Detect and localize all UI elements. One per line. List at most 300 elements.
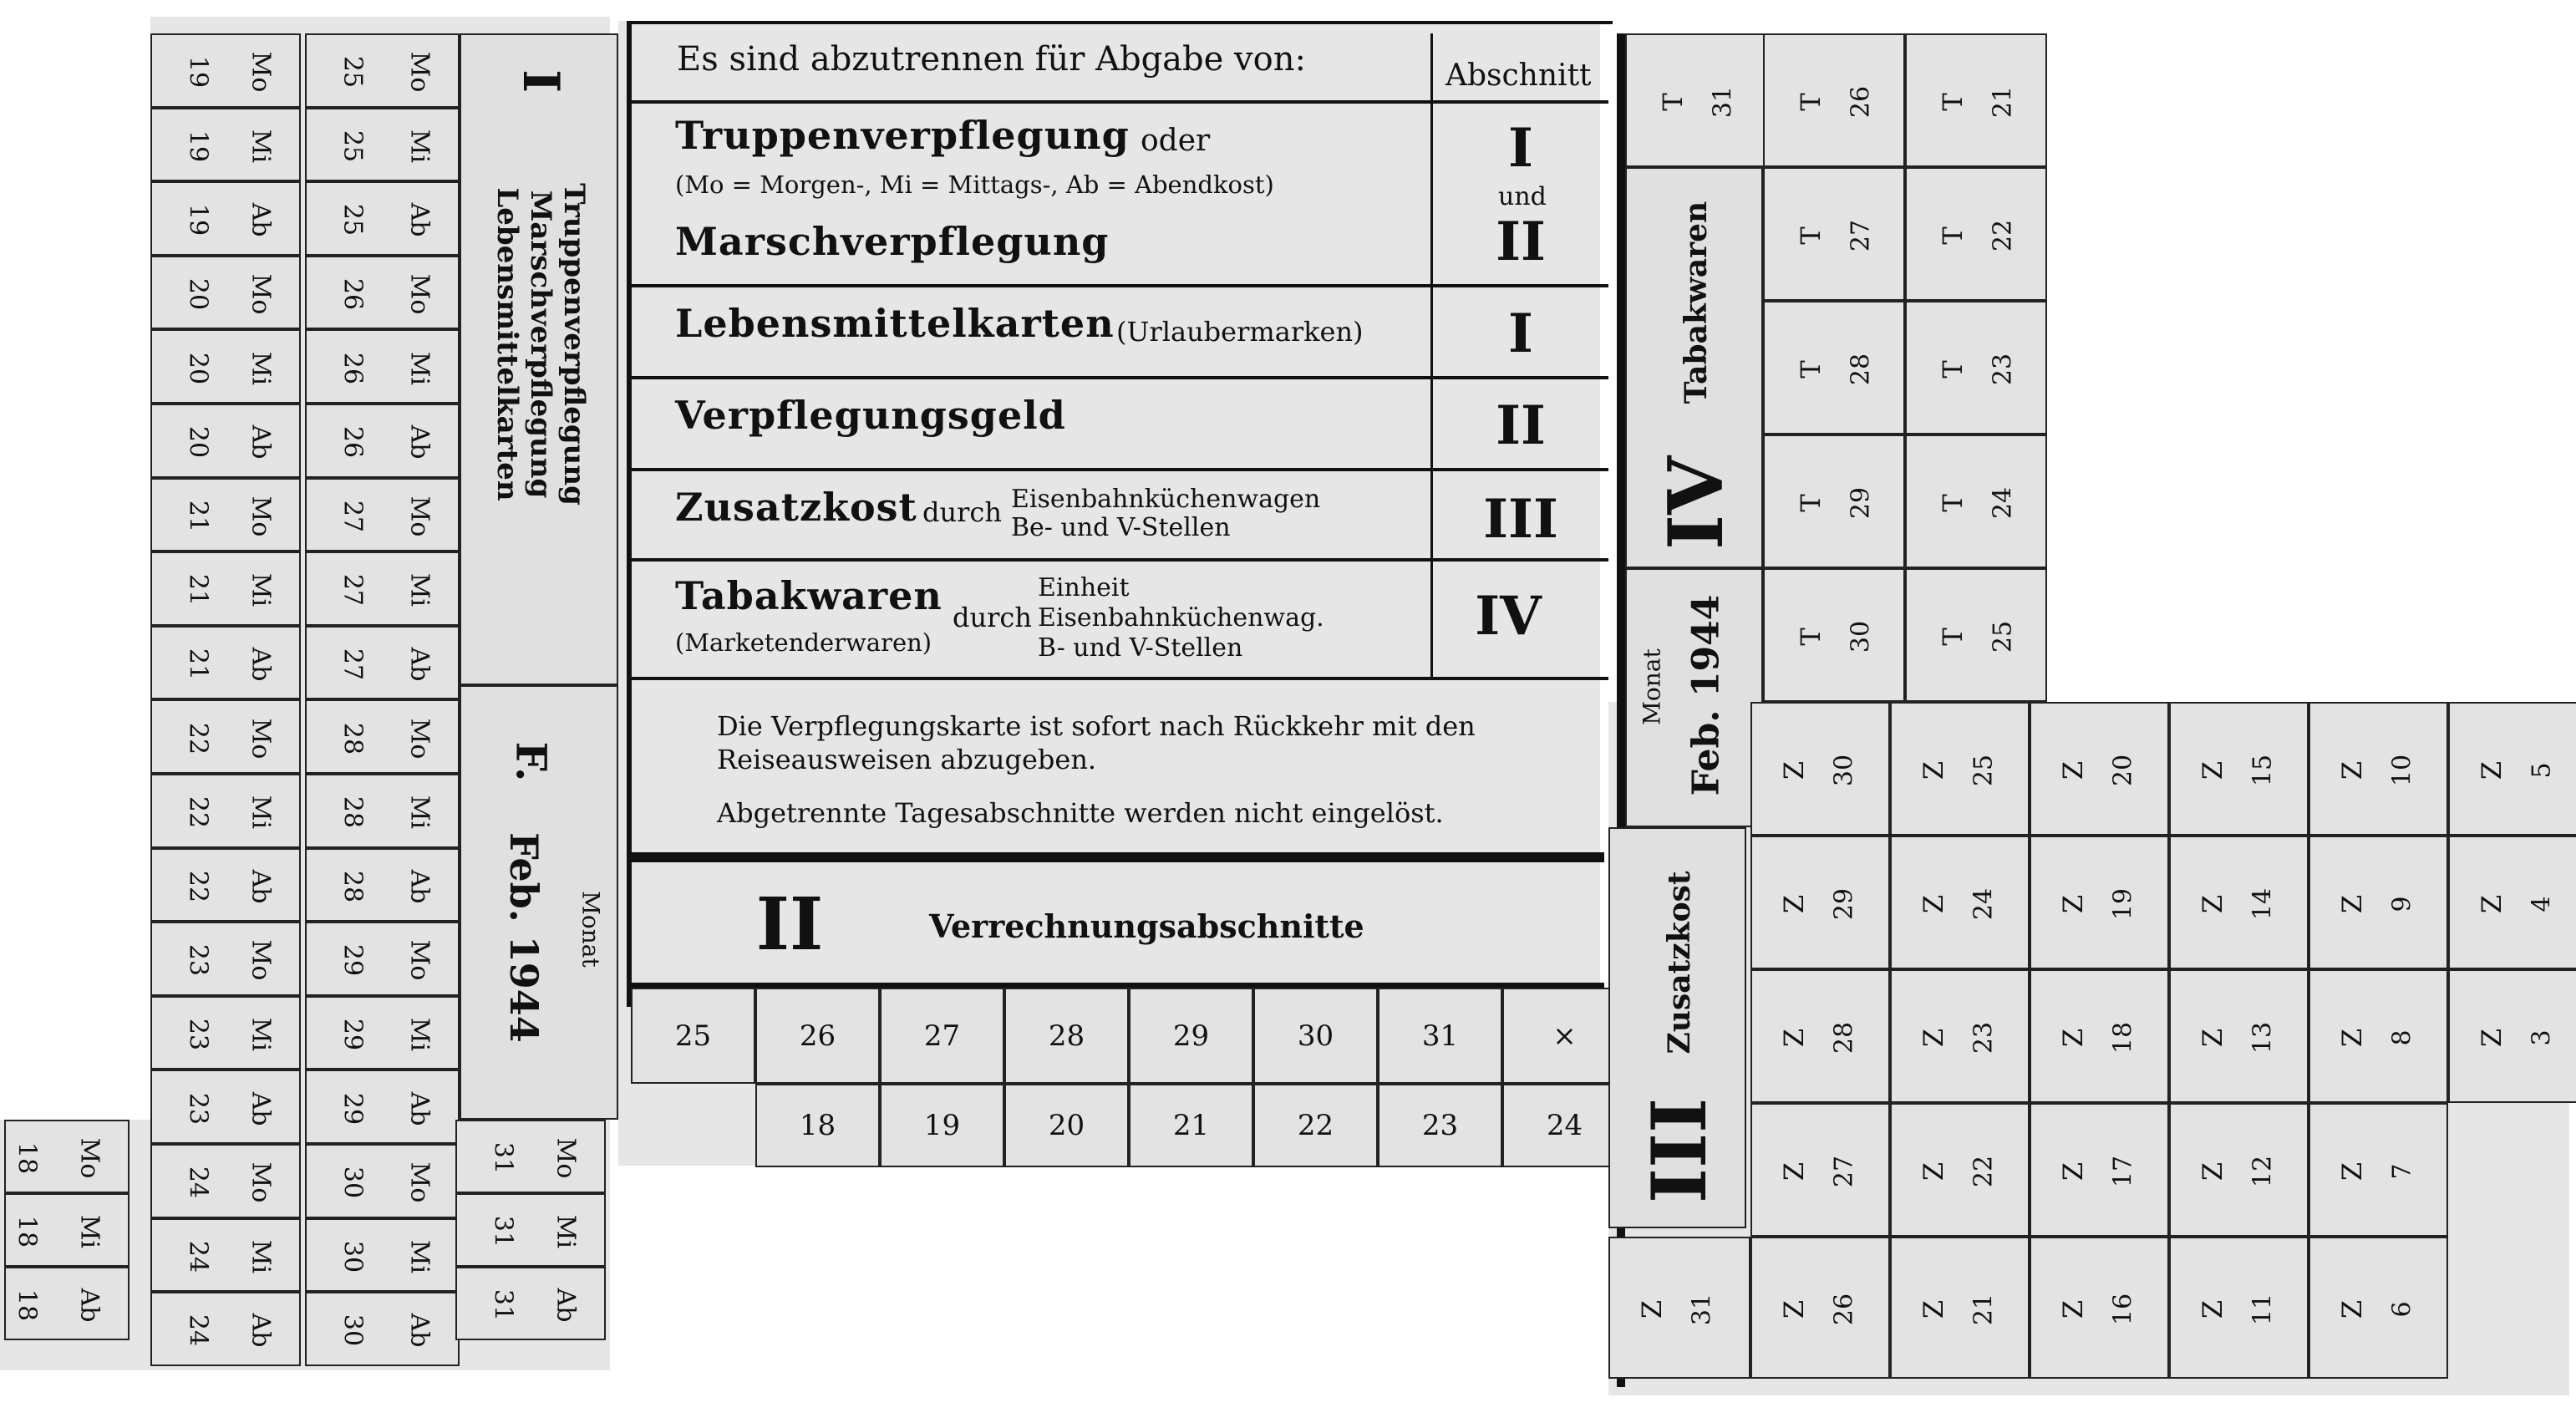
meal-stub-meal: Ab xyxy=(404,1091,434,1126)
zusatz-coupon[interactable] xyxy=(1890,1237,2030,1379)
meal-stub-meal: Ab xyxy=(404,869,434,904)
zusatz-coupon-letter: Z xyxy=(2476,760,2507,780)
section-1-month-value: Feb. 1944 xyxy=(501,832,546,1043)
zusatz-coupon-letter: Z xyxy=(1778,1028,1810,1048)
meal-stub-meal: Mi xyxy=(246,1017,276,1052)
row-5-sub-line-2: Eisenbahnküchenwag. xyxy=(1038,603,1324,633)
section-1-label-line: Lebensmittelkarten xyxy=(490,187,524,501)
zusatz-coupon-letter: Z xyxy=(1918,760,1949,780)
zusatz-coupon-letter: Z xyxy=(2197,1028,2228,1048)
zusatz-coupon[interactable] xyxy=(2169,702,2309,836)
zusatz-coupon-letter: Z xyxy=(2057,760,2089,780)
meal-stub-meal: Mi xyxy=(404,129,434,164)
section-1-roman: I xyxy=(511,69,570,94)
meal-stub[interactable] xyxy=(305,1292,460,1366)
verrechnung-stub[interactable] xyxy=(631,988,755,1084)
zusatz-coupon-day: 31 xyxy=(1687,1293,1717,1326)
meal-stub-day: 20 xyxy=(183,278,213,311)
meal-stub-day: 18 xyxy=(12,1215,42,1248)
meal-stub-meal: Ab xyxy=(404,1314,434,1348)
notice-line-3: Abgetrennte Tagesabschnitte werden nicht eingelöst. xyxy=(717,797,1444,829)
zusatz-coupon-day: 21 xyxy=(1969,1293,1999,1326)
meal-stub-day: 19 xyxy=(183,204,213,236)
verrechnung-stub[interactable] xyxy=(755,1084,880,1167)
main-card-top-border xyxy=(627,21,1613,24)
meal-stub[interactable] xyxy=(305,478,460,552)
zusatz-coupon[interactable] xyxy=(2448,702,2576,836)
meal-stub-day: 28 xyxy=(338,796,368,829)
zusatz-coupon[interactable] xyxy=(2309,836,2448,969)
meal-stub-day: 22 xyxy=(183,722,213,755)
row-5-durch: durch xyxy=(953,602,1032,633)
section-1-label-column xyxy=(460,33,618,685)
tabak-coupon-day: 31 xyxy=(1708,85,1738,119)
meal-stub[interactable] xyxy=(150,774,301,848)
meal-stub-day: 27 xyxy=(338,648,368,681)
zusatz-coupon[interactable] xyxy=(2169,1103,2309,1237)
meal-stub-meal: Mi xyxy=(404,573,434,607)
meal-stub-day: 25 xyxy=(338,204,368,236)
tabak-coupon-letter: T xyxy=(1795,360,1827,379)
meal-stub[interactable] xyxy=(305,329,460,404)
zusatz-coupon-day: 7 xyxy=(2387,1163,2417,1180)
zusatz-coupon-letter: Z xyxy=(1778,1161,1810,1182)
row-1-roman-2: II xyxy=(1496,211,1546,273)
meal-stub-meal: Ab xyxy=(246,203,276,237)
zusatz-coupon-day: 11 xyxy=(2248,1293,2278,1326)
meal-stub[interactable] xyxy=(455,1193,606,1267)
meal-stub-meal: Mo xyxy=(551,1137,581,1179)
meal-stub-day: 22 xyxy=(183,796,213,829)
row-divider xyxy=(631,100,1608,104)
tabak-coupon-letter: T xyxy=(1937,360,1969,379)
section-2-divider xyxy=(631,852,1604,862)
row-4-roman: III xyxy=(1483,488,1558,551)
zusatz-coupon[interactable] xyxy=(1750,969,1890,1103)
meal-stub[interactable] xyxy=(150,996,301,1070)
zusatz-coupon-day: 30 xyxy=(1829,754,1859,787)
zusatz-coupon-day: 9 xyxy=(2387,896,2417,912)
zusatz-coupon[interactable] xyxy=(2309,1103,2448,1237)
meal-stub-meal: Mo xyxy=(404,51,434,93)
meal-stub[interactable] xyxy=(150,1218,301,1293)
instruction-header: Es sind abzutrennen für Abgabe von: xyxy=(677,40,1306,79)
zusatz-coupon-letter: Z xyxy=(2197,1299,2228,1319)
zusatz-coupon-letter: Z xyxy=(2057,1161,2089,1182)
meal-stub-day: 30 xyxy=(338,1314,368,1347)
zusatz-coupon-letter: Z xyxy=(2197,1161,2228,1182)
zusatz-coupon-letter: Z xyxy=(2336,760,2368,780)
zusatz-coupon[interactable] xyxy=(1750,1103,1890,1237)
zusatz-coupon-letter: Z xyxy=(2336,894,2368,914)
verrechnung-day: 25 xyxy=(674,1019,712,1053)
tabak-coupon[interactable] xyxy=(1905,33,2047,167)
verrechnung-stub[interactable] xyxy=(1378,988,1502,1084)
verrechnung-stub[interactable] xyxy=(880,988,1004,1084)
zusatz-coupon-letter: Z xyxy=(1636,1299,1668,1319)
meal-stub[interactable] xyxy=(305,848,460,922)
row-1-subtitle: (Mo = Morgen-, Mi = Mittags-, Ab = Abendkost) xyxy=(675,170,1274,199)
meal-stub-meal: Mi xyxy=(551,1214,581,1249)
meal-stub-meal: Mi xyxy=(404,351,434,385)
tabak-coupon-day: 29 xyxy=(1846,486,1876,520)
zusatz-coupon-day: 20 xyxy=(2108,754,2138,787)
verrechnung-day: 20 xyxy=(1048,1109,1085,1142)
zusatz-coupon[interactable] xyxy=(2309,702,2448,836)
meal-stub[interactable] xyxy=(150,626,301,700)
meal-stub-meal: Mo xyxy=(404,1161,434,1203)
verrechnung-stub[interactable] xyxy=(755,988,880,1084)
meal-stub-day: 24 xyxy=(183,1314,213,1347)
meal-stub-day: 21 xyxy=(183,574,213,607)
abschnitt-header: Abschnitt xyxy=(1446,58,1592,93)
meal-stub[interactable] xyxy=(305,551,460,626)
verrechnung-day: 26 xyxy=(799,1019,836,1053)
tabak-coupon-letter: T xyxy=(1937,494,1969,512)
verrechnung-stub[interactable] xyxy=(1378,1084,1502,1167)
meal-stub-meal: Mi xyxy=(246,795,276,830)
meal-stub[interactable] xyxy=(305,33,460,108)
zusatz-coupon[interactable] xyxy=(1750,702,1890,836)
meal-stub-meal: Mi xyxy=(246,351,276,385)
verrechnung-stub[interactable] xyxy=(1253,1084,1378,1167)
verrechnung-stub[interactable] xyxy=(1253,988,1378,1084)
zusatz-coupon-day: 17 xyxy=(2108,1155,2138,1188)
zusatz-coupon[interactable] xyxy=(2030,836,2169,969)
meal-stub-day: 31 xyxy=(488,1141,518,1175)
meal-stub-meal: Mo xyxy=(246,940,276,981)
section-2-roman: II xyxy=(755,882,824,967)
tabak-coupon[interactable] xyxy=(1763,434,1905,568)
meal-stub-meal: Ab xyxy=(404,647,434,682)
meal-stub[interactable] xyxy=(305,1144,460,1218)
row-5-roman: IV xyxy=(1475,585,1542,648)
meal-stub[interactable] xyxy=(150,181,301,256)
meal-stub-meal: Mo xyxy=(246,495,276,537)
meal-stub-day: 21 xyxy=(183,500,213,532)
meal-stub[interactable] xyxy=(305,181,460,256)
verrechnung-day: 31 xyxy=(1421,1019,1459,1053)
meal-stub[interactable] xyxy=(305,256,460,330)
zusatz-coupon[interactable] xyxy=(2030,969,2169,1103)
meal-stub-meal: Mi xyxy=(74,1214,104,1249)
section-1-monat-label: Monat xyxy=(577,891,605,968)
zusatz-coupon[interactable] xyxy=(2169,836,2309,969)
row-divider xyxy=(631,468,1608,471)
meal-stub-day: 29 xyxy=(338,944,368,977)
meal-stub-meal: Mi xyxy=(404,1239,434,1274)
meal-stub-meal: Ab xyxy=(246,647,276,682)
meal-stub-day: 28 xyxy=(338,870,368,902)
zusatz-coupon-letter: Z xyxy=(1918,1299,1949,1319)
meal-stub[interactable] xyxy=(150,699,301,774)
zusatz-coupon-day: 24 xyxy=(1969,887,1999,921)
meal-stub[interactable] xyxy=(150,848,301,922)
zusatz-coupon[interactable] xyxy=(2030,1237,2169,1379)
verrechnung-cross: × xyxy=(1552,1019,1577,1053)
row-4-durch: durch xyxy=(922,496,1002,528)
tabak-coupon-letter: T xyxy=(1657,93,1689,111)
meal-stub[interactable] xyxy=(150,256,301,330)
meal-stub[interactable] xyxy=(4,1267,130,1340)
section-1-label xyxy=(461,177,620,511)
meal-stub-day: 26 xyxy=(338,278,368,311)
zusatz-coupon[interactable] xyxy=(2169,969,2309,1103)
meal-stub[interactable] xyxy=(150,404,301,478)
section-4-monat-label: Monat xyxy=(1638,648,1666,725)
meal-stub-meal: Ab xyxy=(551,1288,581,1323)
zusatz-coupon[interactable] xyxy=(1890,836,2030,969)
zusatz-coupon[interactable] xyxy=(1750,1237,1890,1379)
zusatz-coupon[interactable] xyxy=(2169,1237,2309,1379)
meal-stub[interactable] xyxy=(150,1292,301,1366)
zusatz-coupon-day: 27 xyxy=(1829,1155,1859,1188)
zusatz-coupon-day: 15 xyxy=(2248,754,2278,787)
meal-stub-day: 31 xyxy=(488,1288,518,1322)
meal-stub[interactable] xyxy=(150,33,301,108)
meal-stub-day: 29 xyxy=(338,1092,368,1125)
zusatz-coupon-day: 12 xyxy=(2248,1155,2278,1188)
meal-stub-meal: Mo xyxy=(246,51,276,93)
meal-stub[interactable] xyxy=(305,774,460,848)
verrechnung-day: 23 xyxy=(1421,1109,1459,1142)
verrechnung-day: 27 xyxy=(923,1019,961,1053)
tabak-coupon[interactable] xyxy=(1905,167,2047,301)
zusatz-coupon[interactable] xyxy=(1890,702,2030,836)
zusatz-coupon-letter: Z xyxy=(2336,1299,2368,1319)
tabak-coupon[interactable] xyxy=(1905,301,2047,434)
meal-stub-day: 23 xyxy=(183,944,213,977)
zusatz-coupon-day: 25 xyxy=(1969,754,1999,787)
tabak-coupon-day: 30 xyxy=(1846,620,1876,653)
meal-stub-meal: Ab xyxy=(246,424,276,460)
zusatz-coupon-day: 19 xyxy=(2108,887,2138,921)
zusatz-coupon[interactable] xyxy=(2309,1237,2448,1379)
zusatz-coupon-letter: Z xyxy=(1778,1299,1810,1319)
meal-stub-day: 21 xyxy=(183,648,213,681)
zusatz-coupon[interactable] xyxy=(1890,969,2030,1103)
zusatz-coupon[interactable] xyxy=(1750,836,1890,969)
meal-stub-day: 23 xyxy=(183,1092,213,1125)
row-5-sub-line-3: B- und V-Stellen xyxy=(1038,633,1243,663)
zusatz-coupon-letter: Z xyxy=(1778,894,1810,914)
meal-stub-day: 26 xyxy=(338,352,368,384)
zusatz-coupon-letter: Z xyxy=(2476,894,2507,914)
row-1-title-suffix: oder xyxy=(1141,124,1211,158)
verrechnung-stub[interactable] xyxy=(880,1084,1004,1167)
meal-stub-meal: Mo xyxy=(404,495,434,537)
section-1-month-prefix: F. xyxy=(506,741,556,782)
verrechnung-day: 28 xyxy=(1048,1019,1085,1053)
meal-stub[interactable] xyxy=(305,1218,460,1293)
meal-stub[interactable] xyxy=(305,404,460,478)
meal-stub-meal: Mo xyxy=(246,1161,276,1203)
meal-stub[interactable] xyxy=(150,1070,301,1144)
row-2-title: Lebensmittelkarten xyxy=(675,301,1115,346)
meal-stub[interactable] xyxy=(150,551,301,626)
meal-stub-day: 18 xyxy=(12,1288,42,1322)
section-4-label: Tabakwaren xyxy=(1678,201,1714,404)
meal-stub[interactable] xyxy=(150,1144,301,1218)
verrechnung-day: 29 xyxy=(1172,1019,1210,1053)
meal-stub-meal: Mi xyxy=(246,1239,276,1274)
tabak-coupon-letter: T xyxy=(1937,226,1969,245)
tabak-month-box xyxy=(1625,568,1763,827)
meal-stub-meal: Mi xyxy=(404,795,434,830)
zusatz-coupon-day: 14 xyxy=(2248,887,2278,921)
verrechnung-stub[interactable] xyxy=(1004,1084,1129,1167)
row-4-sub-line-2: Be- und V-Stellen xyxy=(1011,513,1231,542)
zusatz-coupon-day: 4 xyxy=(2527,896,2557,912)
zusatz-coupon-letter: Z xyxy=(1918,1161,1949,1182)
zusatz-coupon-letter: Z xyxy=(2197,760,2228,780)
section-4-month-value: Feb. 1944 xyxy=(1684,594,1728,796)
zusatz-coupon[interactable] xyxy=(2030,702,2169,836)
tabak-coupon-letter: T xyxy=(1937,628,1969,646)
row-2-roman: I xyxy=(1508,302,1533,365)
zusatz-coupon-letter: Z xyxy=(2336,1161,2368,1182)
tabak-coupon-day: 25 xyxy=(1988,620,2018,653)
zusatz-coupon-letter: Z xyxy=(1918,1028,1949,1048)
meal-stub[interactable] xyxy=(305,1070,460,1144)
verrechnung-stub[interactable] xyxy=(1129,1084,1253,1167)
zusatz-coupon-day: 13 xyxy=(2248,1021,2278,1054)
row-5-subtitle: (Marketenderwaren) xyxy=(675,628,932,657)
zusatz-coupon[interactable] xyxy=(2309,969,2448,1103)
meal-stub-meal: Mi xyxy=(246,573,276,607)
zusatz-coupon[interactable] xyxy=(1608,1237,1750,1379)
row-divider xyxy=(631,558,1608,562)
meal-stub-meal: Mo xyxy=(246,273,276,315)
verrechnung-day: 30 xyxy=(1297,1019,1334,1053)
tabak-coupon[interactable] xyxy=(1905,568,2047,702)
meal-stub-meal: Mo xyxy=(404,273,434,315)
verrechnung-day: 22 xyxy=(1297,1109,1334,1142)
tabak-label-column xyxy=(1625,167,1763,568)
row-4-sub-line-1: Eisenbahnküchenwagen xyxy=(1011,485,1321,514)
row-3-title: Verpflegungsgeld xyxy=(675,393,1066,438)
meal-stub-meal: Mo xyxy=(246,718,276,760)
zusatz-coupon-day: 18 xyxy=(2108,1021,2138,1054)
tabak-coupon[interactable] xyxy=(1763,167,1905,301)
meal-stub-day: 24 xyxy=(183,1166,213,1199)
tabak-coupon[interactable] xyxy=(1625,33,1767,167)
verrechnung-day: 18 xyxy=(799,1109,836,1142)
verrechnung-day: 21 xyxy=(1172,1109,1210,1142)
meal-stub[interactable] xyxy=(455,1267,606,1340)
tabak-coupon-day: 28 xyxy=(1846,353,1876,386)
meal-stub[interactable] xyxy=(305,996,460,1070)
tabak-coupon-letter: T xyxy=(1937,93,1969,111)
meal-stub-meal: Mo xyxy=(404,718,434,760)
zusatz-coupon[interactable] xyxy=(1890,1103,2030,1237)
meal-stub-meal: Ab xyxy=(74,1288,104,1323)
meal-stub-day: 26 xyxy=(338,426,368,459)
meal-stub-day: 23 xyxy=(183,1019,213,1051)
zusatz-coupon-day: 28 xyxy=(1829,1021,1859,1054)
tabak-coupon-day: 21 xyxy=(1988,85,2018,119)
meal-stub[interactable] xyxy=(150,108,301,182)
tabak-coupon-letter: T xyxy=(1795,93,1827,111)
section-3-roman: III xyxy=(1634,1097,1724,1204)
zusatz-coupon-letter: Z xyxy=(2336,1028,2368,1048)
verrechnung-day: 24 xyxy=(1546,1109,1583,1142)
meal-stub-day: 22 xyxy=(183,870,213,902)
meal-stub[interactable] xyxy=(150,922,301,996)
row-1-title-2: Marschverpflegung xyxy=(675,219,1110,264)
zusatz-coupon-day: 6 xyxy=(2387,1301,2417,1318)
meal-stub-day: 25 xyxy=(338,56,368,89)
meal-stub-day: 27 xyxy=(338,574,368,607)
meal-stub-day: 30 xyxy=(338,1166,368,1199)
meal-stub[interactable] xyxy=(305,922,460,996)
meal-stub[interactable] xyxy=(150,478,301,552)
notice-line-2: Reiseausweisen abzugeben. xyxy=(717,744,1097,775)
row-2-subtitle: (Urlaubermarken) xyxy=(1116,316,1364,348)
row-divider xyxy=(631,376,1608,379)
zusatz-coupon-letter: Z xyxy=(1918,894,1949,914)
meal-stub-day: 25 xyxy=(338,130,368,162)
meal-stub[interactable] xyxy=(150,329,301,404)
zusatz-coupon-day: 26 xyxy=(1829,1293,1859,1326)
section-1-month-box xyxy=(460,685,618,1120)
meal-stub-day: 30 xyxy=(338,1240,368,1273)
meal-stub-meal: Mi xyxy=(246,129,276,164)
zusatz-coupon-letter: Z xyxy=(2197,894,2228,914)
verrechnung-stub[interactable] xyxy=(1004,988,1129,1084)
section-1-label-line: Truppenverpflegung xyxy=(557,183,591,506)
meal-stub-day: 29 xyxy=(338,1019,368,1051)
meal-stub[interactable] xyxy=(305,626,460,700)
meal-stub-meal: Ab xyxy=(404,424,434,460)
tabak-coupon[interactable] xyxy=(1763,568,1905,702)
zusatz-coupon-letter: Z xyxy=(1778,760,1810,780)
row-1-roman: I xyxy=(1508,117,1533,180)
zusatz-coupon[interactable] xyxy=(2448,969,2576,1103)
meal-stub-meal: Mi xyxy=(404,1017,434,1052)
tabak-coupon[interactable] xyxy=(1763,33,1905,167)
meal-stub[interactable] xyxy=(4,1120,130,1193)
verrechnung-day: 19 xyxy=(923,1109,961,1142)
zusatz-coupon-day: 22 xyxy=(1969,1155,1999,1188)
tabak-coupon-day: 27 xyxy=(1846,219,1876,252)
section-1-label-line: Marschverpflegung xyxy=(524,190,557,499)
zusatz-coupon[interactable] xyxy=(2030,1103,2169,1237)
meal-stub[interactable] xyxy=(4,1193,130,1267)
section-4-roman: IV xyxy=(1651,456,1740,550)
meal-stub[interactable] xyxy=(305,108,460,182)
tabak-coupon[interactable] xyxy=(1763,301,1905,434)
meal-stub[interactable] xyxy=(455,1120,606,1193)
zusatz-coupon-letter: Z xyxy=(2057,1299,2089,1319)
tabak-coupon-day: 24 xyxy=(1988,486,2018,520)
row-4-title: Zusatzkost xyxy=(675,485,917,530)
zusatz-coupon[interactable] xyxy=(2448,836,2576,969)
row-divider xyxy=(631,677,1608,680)
meal-stub[interactable] xyxy=(305,699,460,774)
meal-stub-day: 27 xyxy=(338,500,368,532)
zusatz-coupon-day: 5 xyxy=(2527,762,2557,779)
tabak-coupon[interactable] xyxy=(1905,434,2047,568)
zusatz-coupon-letter: Z xyxy=(2476,1028,2507,1048)
row-1-roman-und: und xyxy=(1498,182,1547,211)
meal-stub-day: 28 xyxy=(338,722,368,755)
row-divider xyxy=(631,284,1608,287)
zusatz-label-column xyxy=(1608,827,1746,1228)
verrechnung-stub[interactable] xyxy=(1129,988,1253,1084)
row-3-roman: II xyxy=(1496,394,1546,457)
meal-stub-meal: Mo xyxy=(74,1137,104,1179)
